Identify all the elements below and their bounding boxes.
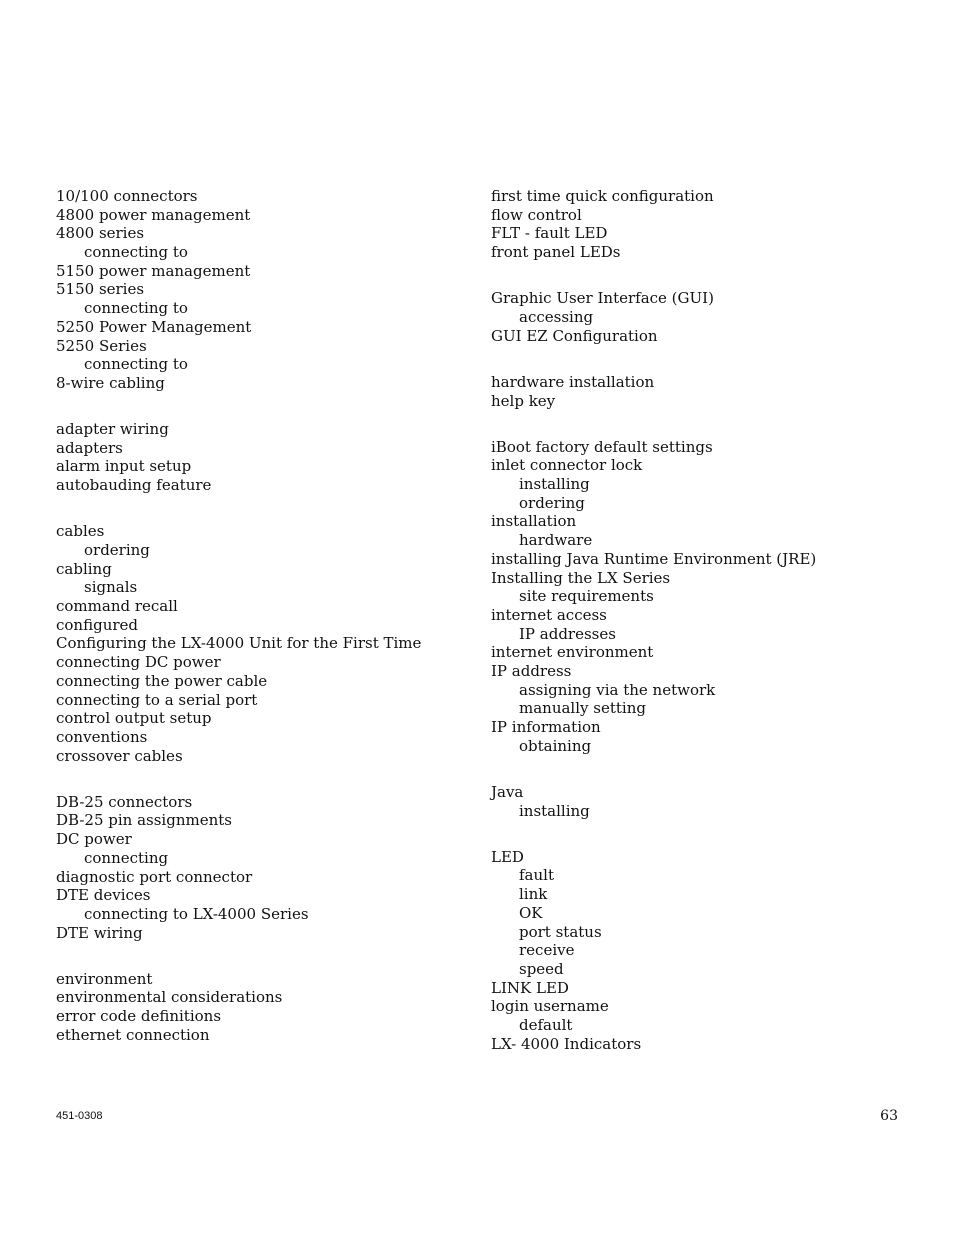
index-subentry: fault [519, 866, 554, 885]
index-subentry: manually setting [519, 699, 646, 718]
index-subentry: speed [519, 959, 564, 978]
index-subentry: receive [519, 941, 575, 960]
index-group-gap [56, 495, 476, 523]
index-group-gap [491, 262, 931, 290]
index-entry: DC power [56, 830, 132, 849]
index-entry: installing Java Runtime Environment (JRE) [491, 549, 817, 568]
index-subentry: IP addresses [519, 624, 616, 643]
index-group-gap [56, 765, 476, 793]
index-entry: environmental considerations [56, 988, 283, 1007]
index-group-gap [56, 393, 476, 421]
index-subentry: connecting to [84, 299, 188, 318]
index-subentry: assigning via the network [519, 680, 716, 699]
index-entry: adapter wiring [56, 420, 169, 439]
index-entry: adapters [56, 438, 123, 457]
index-entry: error code definitions [56, 1007, 222, 1026]
index-entry: DB-25 pin assignments [56, 811, 232, 830]
index-entry: 4800 power management [56, 205, 251, 224]
index-entry: iBoot factory default settings [491, 437, 713, 456]
index-group-gap [491, 755, 931, 783]
index-entry: GUI EZ Configuration [491, 326, 658, 345]
index-entry: conventions [56, 727, 148, 746]
index-entry: LINK LED [491, 978, 569, 997]
index-entry: 5150 series [56, 280, 145, 299]
index-group-gap [491, 820, 931, 848]
index-entry: installation [491, 512, 577, 531]
index-entry: ethernet connection [56, 1025, 210, 1044]
index-entry: connecting to a serial port [56, 690, 258, 709]
index-group-gap [491, 410, 931, 438]
index-subentry: hardware [519, 531, 593, 550]
index-entry: Java [491, 782, 524, 801]
index-entry: Configuring the LX-4000 Unit for the First Time [56, 634, 422, 653]
index-entry: cables [56, 522, 105, 541]
index-entry: autobauding feature [56, 476, 212, 495]
document-number: 451-0308 [56, 1110, 103, 1122]
index-subentry: connecting to [84, 243, 188, 262]
index-entry: connecting the power cable [56, 671, 268, 690]
index-entry: 5150 power management [56, 261, 251, 280]
index-entry: connecting DC power [56, 653, 221, 672]
index-subentry: ordering [84, 541, 150, 559]
index-entry: FLT - fault LED [491, 224, 608, 243]
index-column-right [491, 187, 931, 1053]
index-entry: DTE wiring [56, 923, 143, 942]
index-entry: 4800 series [56, 224, 145, 243]
index-entry: flow control [491, 205, 582, 224]
index-entry: login username [491, 997, 609, 1016]
index-subentry: ordering [519, 493, 585, 512]
index-entry: hardware installation [491, 372, 655, 391]
index-entry: Graphic User Interface (GUI) [491, 289, 714, 308]
index-entry: IP address [491, 661, 572, 680]
index-entry: help key [491, 391, 556, 410]
index-subentry: installing [519, 801, 590, 820]
index-group-gap [491, 345, 931, 373]
index-subentry: OK [519, 903, 543, 922]
index-entry: 8-wire cabling [56, 373, 165, 392]
index-entry: front panel LEDs [491, 243, 621, 262]
index-subentry: site requirements [519, 587, 654, 606]
index-group-gap [56, 942, 476, 970]
index-entry: first time quick configuration [491, 187, 714, 205]
index-entry: 5250 Power Management [56, 317, 252, 336]
index-subentry: accessing [519, 307, 594, 326]
index-entry: Installing the LX Series [491, 568, 671, 587]
index-entry: LX- 4000 Indicators [491, 1034, 642, 1053]
index-subentry: connecting to LX-4000 Series [84, 904, 309, 923]
index-subentry: obtaining [519, 736, 592, 755]
index-entry: 10/100 connectors [56, 187, 198, 205]
index-entry: environment [56, 969, 153, 988]
index-entry: diagnostic port connector [56, 867, 253, 886]
index-entry: 5250 Series [56, 336, 147, 355]
index-entry: IP information [491, 718, 601, 736]
index-entry: internet environment [491, 643, 654, 662]
index-subentry: installing [519, 475, 590, 494]
index-column-left [56, 187, 476, 1045]
index-entry: crossover cables [56, 746, 183, 765]
index-subentry: connecting [84, 848, 169, 867]
index-entry: cabling [56, 559, 112, 578]
index-entry: DTE devices [56, 886, 151, 905]
page-number: 63 [880, 1108, 898, 1124]
index-entry: control output setup [56, 709, 212, 728]
index-entry: configured [56, 615, 139, 634]
index-subentry: default [519, 1015, 573, 1034]
index-entry: internet access [491, 605, 607, 624]
index-subentry: link [519, 885, 548, 904]
index-subentry: port status [519, 922, 602, 941]
index-entry: LED [491, 847, 524, 866]
index-subentry: connecting to [84, 355, 188, 374]
index-entry: DB-25 connectors [56, 792, 193, 811]
index-entry: inlet connector lock [491, 456, 643, 475]
index-entry: alarm input setup [56, 457, 192, 476]
index-entry: command recall [56, 597, 178, 616]
index-subentry: signals [84, 578, 138, 597]
